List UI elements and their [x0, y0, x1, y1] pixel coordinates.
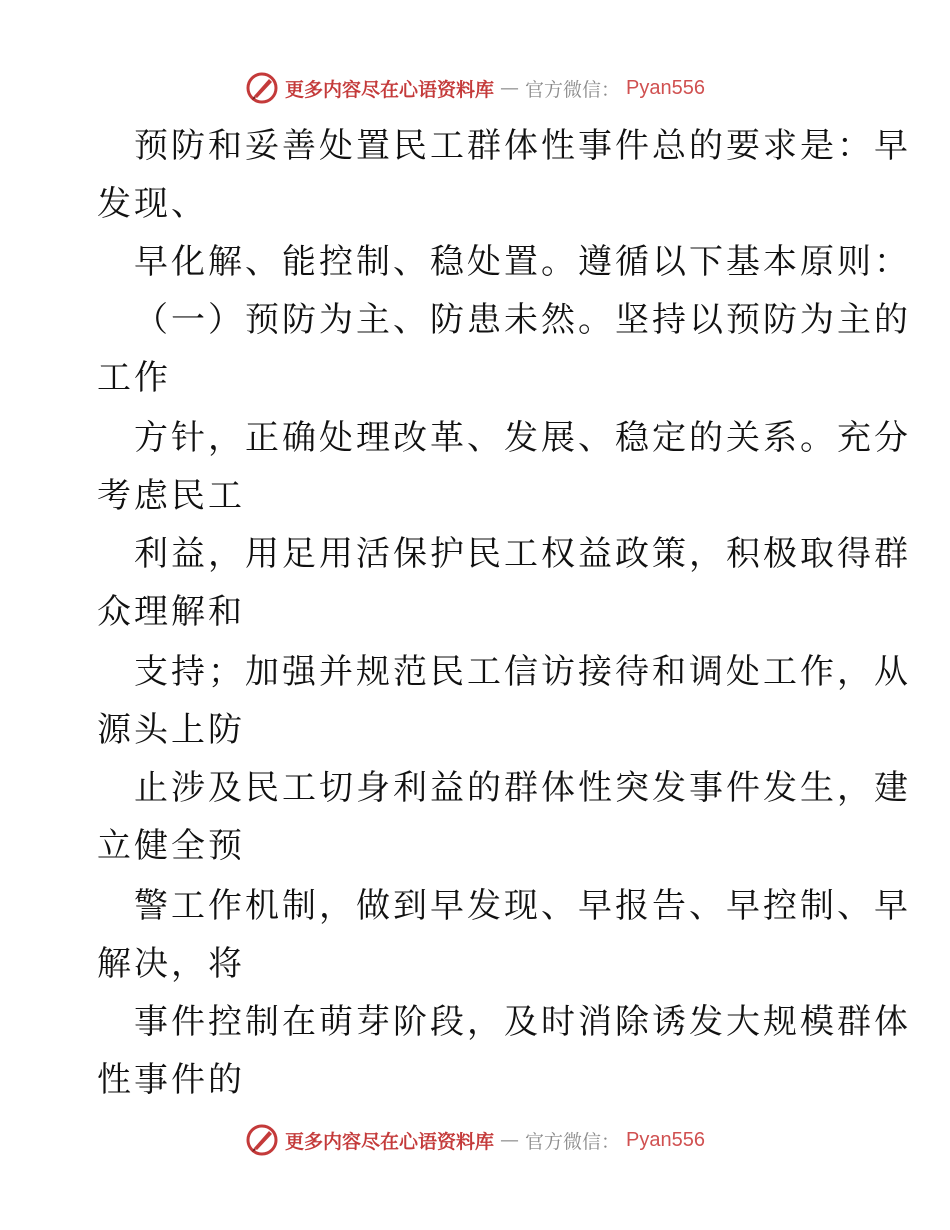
- watermark-separator: —: [500, 77, 520, 99]
- watermark-separator: —: [500, 1129, 520, 1151]
- footer-watermark: [0, 1122, 950, 1158]
- body-line: 支持；加强并规范民工信访接待和调处工作，从: [134, 652, 911, 692]
- body-line: 警工作机制，做到早发现、早报告、早控制、早: [134, 886, 911, 926]
- watermark-text: 更多内容尽在心语资料库: [285, 1130, 495, 1153]
- body-line: 工作: [97, 358, 171, 398]
- watermark-wechat-id: Pyan556: [626, 76, 705, 99]
- body-line: 预防和妥善处置民工群体性事件总的要求是：早: [134, 126, 911, 166]
- body-line: 考虑民工: [97, 476, 245, 516]
- watermark-wechat-id: Pyan556: [626, 1128, 705, 1151]
- body-line: 早化解、能控制、稳处置。遵循以下基本原则：: [134, 242, 911, 282]
- body-line: 立健全预: [97, 826, 245, 866]
- body-line: 止涉及民工切身利益的群体性突发事件发生，建: [134, 768, 911, 808]
- watermark-official-label: 官方微信：: [525, 78, 621, 101]
- body-line: 众理解和: [97, 592, 245, 632]
- body-line: 方针，正确处理改革、发展、稳定的关系。充分: [134, 418, 911, 458]
- body-line: （一）预防为主、防患未然。坚持以预防为主的: [134, 300, 911, 340]
- quill-pen-logo-icon: [245, 1123, 279, 1157]
- body-line: 解决，将: [97, 944, 245, 984]
- body-line: 性事件的: [97, 1060, 245, 1100]
- watermark-text: 更多内容尽在心语资料库: [285, 78, 495, 101]
- body-line: 事件控制在萌芽阶段，及时消除诱发大规模群体: [134, 1002, 911, 1042]
- watermark-official-label: 官方微信：: [525, 1130, 621, 1153]
- quill-pen-logo-icon: [245, 71, 279, 105]
- body-line: 发现、: [97, 184, 208, 224]
- header-watermark: [0, 70, 950, 106]
- body-line: 利益，用足用活保护民工权益政策，积极取得群: [134, 534, 911, 574]
- body-line: 源头上防: [97, 710, 245, 750]
